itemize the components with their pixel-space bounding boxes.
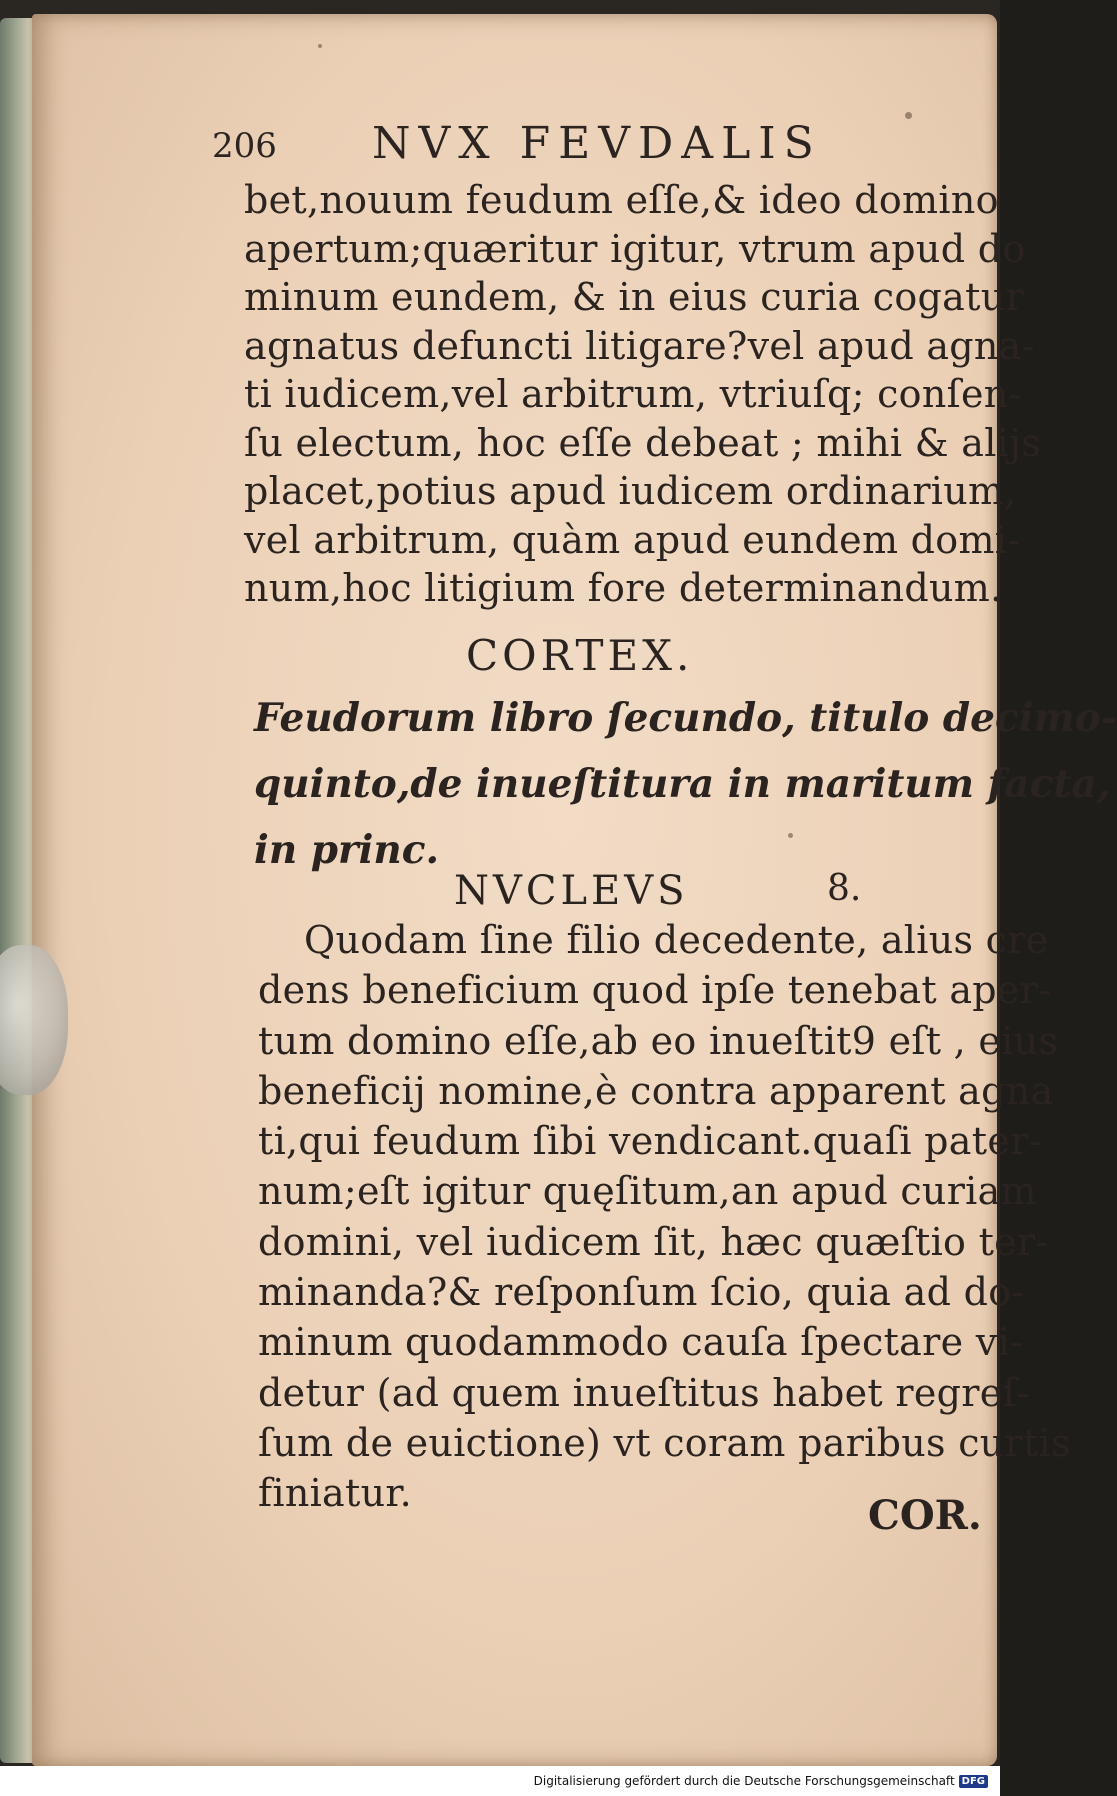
text-line: ti,qui feudum ſibi vendicant.quaſi pater- (258, 1119, 1042, 1164)
text-line: apertum;quæritur igitur, vtrum apud do (244, 226, 1026, 271)
text-line: dens beneficium quod ipſe tenebat aper- (258, 968, 1052, 1013)
cortex-citation (254, 685, 1117, 883)
text-line: bet,nouum feudum eſſe,& ideo domino (244, 178, 999, 222)
paragraph-nucleus (258, 915, 1071, 1519)
running-head: NVX FEVDALIS (372, 118, 822, 169)
text-line: domini, vel iudicem ſit, hæc quæſtio ter- (258, 1219, 1049, 1264)
text-line: minum quodammodo cauſa ſpectare vi- (258, 1320, 1024, 1365)
text-line: minanda?& reſponſum ſcio, quia ad do- (258, 1270, 1025, 1315)
text-line: Quodam ſine filio decedente, alius cre (304, 918, 1049, 962)
text-line: beneficij nomine,è contra apparent agna (258, 1068, 1054, 1113)
text-line: tum domino eſſe,ab eo inueſtit9 eſt , eius (258, 1018, 1059, 1063)
credit-text: Digitalisierung gefördert durch die Deutsche Forschungsgemeinschaft (533, 1774, 955, 1788)
section-heading-nucleus: NVCLEVS (454, 868, 689, 914)
text-line: ti iudicem,vel arbitrum, vtriuſq; conſen- (244, 372, 1022, 416)
citation-line: quinto,de inueſtitura in maritum facta, (254, 761, 1111, 807)
citation-line: Feudorum libro ſecundo, titulo decimo- (254, 695, 1117, 741)
text-line: vel arbitrum, quàm apud eundem domi- (244, 517, 1021, 562)
text-line: num;eſt igitur quęſitum,an apud curiam (258, 1169, 1037, 1214)
page-number: 206 (212, 126, 277, 166)
text-line: ſu electum, hoc eſſe debeat ; mihi & alijs (244, 420, 1042, 465)
text-line: detur (ad quem inueſtitus habet regreſ- (258, 1370, 1031, 1415)
text-line: agnatus defuncti litigare?vel apud agna- (244, 323, 1035, 368)
page-header (212, 118, 852, 178)
text-line: finiatur. (258, 1471, 413, 1516)
citation-line: in princ. (254, 827, 440, 873)
paper-speck (318, 44, 322, 48)
catchword: COR. (868, 1492, 982, 1539)
section-number: 8. (827, 868, 862, 909)
digitization-credit (530, 1772, 992, 1790)
book-clasp-icon (0, 945, 68, 1095)
dfg-logo-icon: DFG (959, 1775, 988, 1788)
paper-speck (905, 112, 912, 119)
text-line: ſum de euictione) vt coram paribus curtis (258, 1420, 1071, 1465)
paragraph-continued (244, 176, 1042, 613)
paper-speck (788, 833, 793, 838)
text-line: minum eundem, & in eius curia cogatur (244, 275, 1024, 319)
section-heading-cortex: CORTEX. (466, 631, 694, 680)
text-line: placet,potius apud iudicem ordinarium, (244, 469, 1017, 513)
text-line: num,hoc litigium fore determinandum. (244, 566, 1003, 610)
